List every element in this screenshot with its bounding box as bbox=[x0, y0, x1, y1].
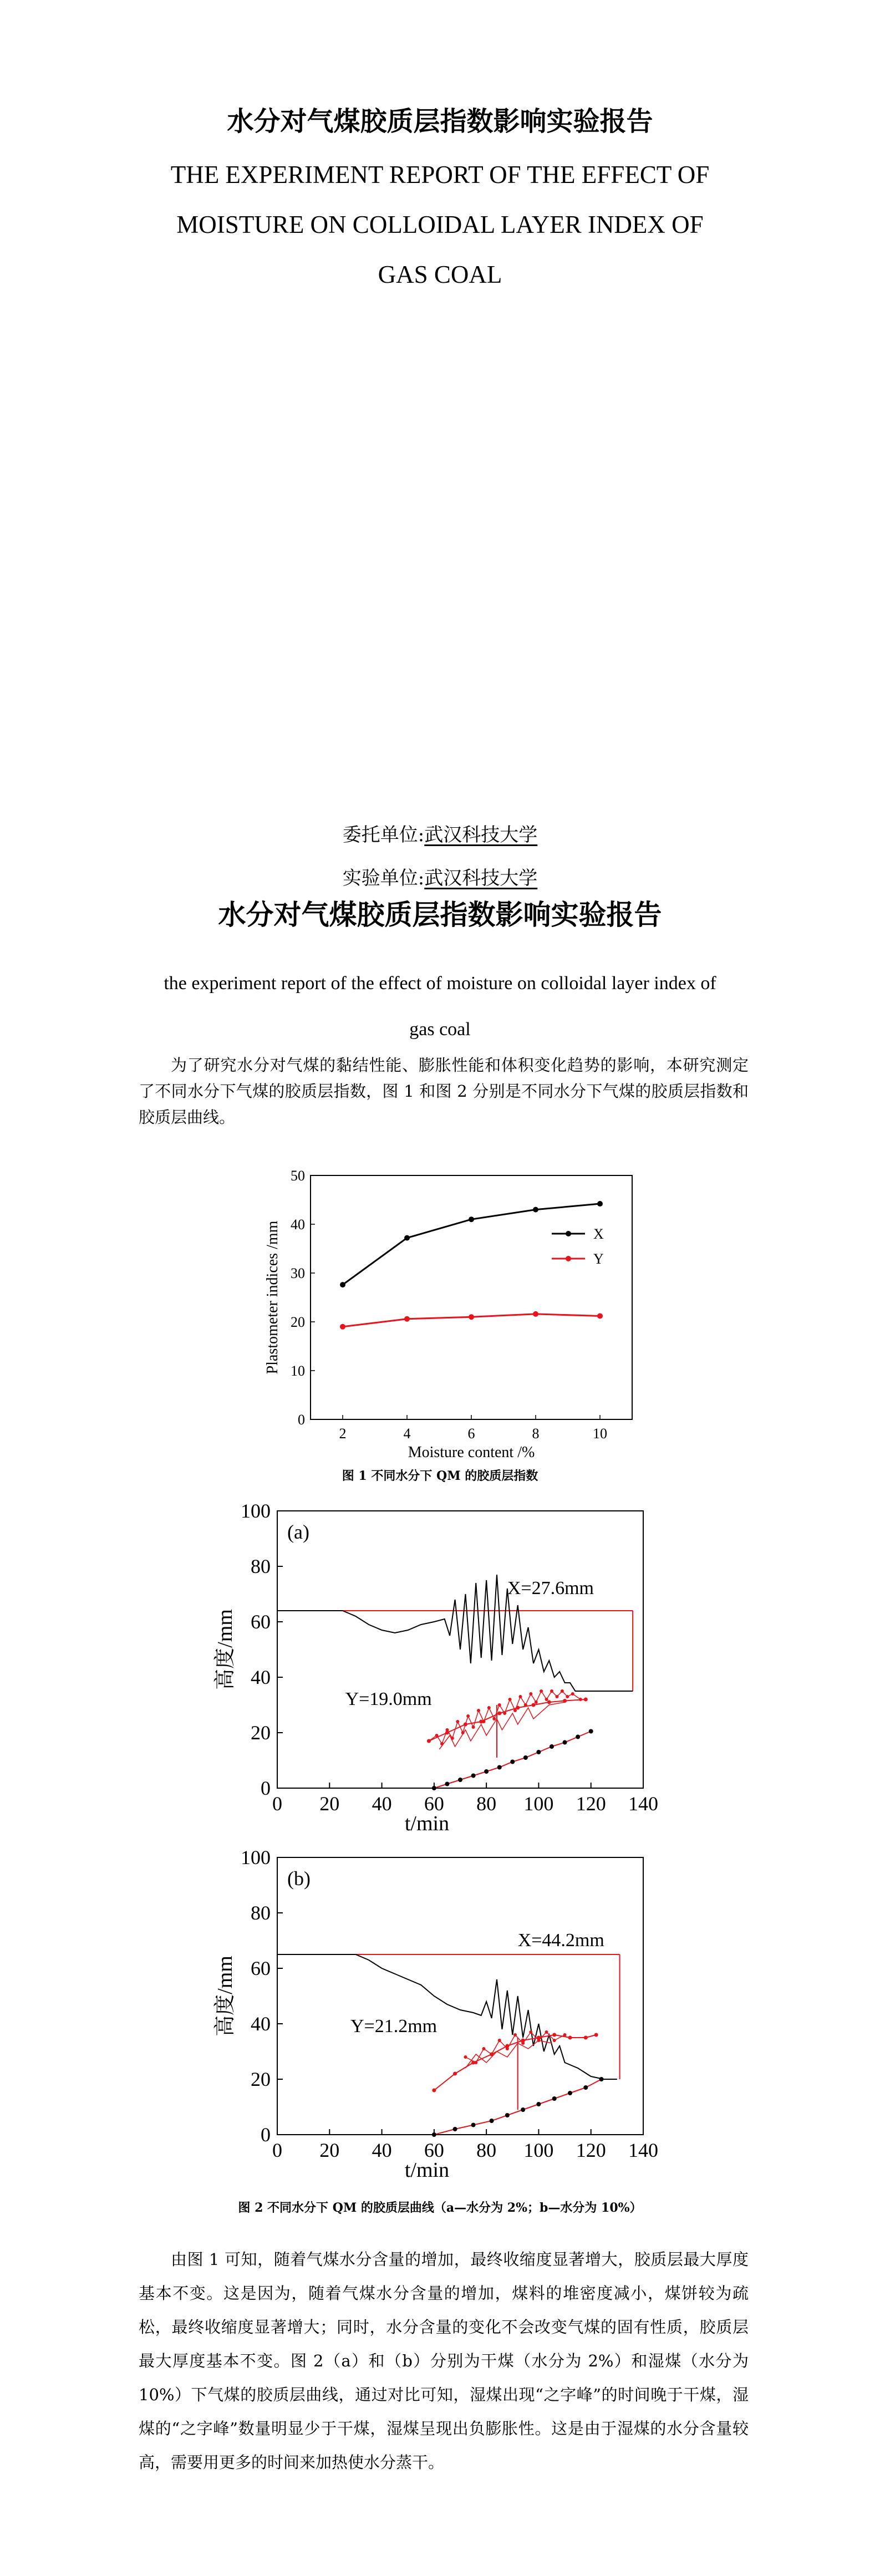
client-unit-label: 委托单位: bbox=[342, 824, 425, 846]
y-axis-label: Plastometer indices /mm bbox=[264, 1220, 281, 1374]
lower-curve-point bbox=[552, 2096, 557, 2101]
zigzag-mid-point bbox=[508, 1698, 512, 1701]
lower-curve-point bbox=[510, 1760, 515, 1764]
zigzag-mid-point bbox=[513, 2033, 517, 2037]
zigzag-mid-curve bbox=[429, 1691, 580, 1744]
y-tick-label: 40 bbox=[291, 1216, 305, 1233]
x-tick-label: 10 bbox=[593, 1426, 607, 1442]
x-tick-label: 6 bbox=[467, 1426, 475, 1442]
lower-curve-point bbox=[523, 1755, 528, 1760]
series-Y-point bbox=[533, 1311, 538, 1317]
report-title: 水分对气煤胶质层指数影响实验报告 bbox=[218, 898, 662, 931]
y-tick-label: 100 bbox=[241, 1500, 271, 1522]
series-X-point bbox=[597, 1201, 603, 1206]
zigzag-mid-point bbox=[482, 1720, 485, 1723]
lower-curve-point bbox=[445, 1782, 449, 1786]
cover-english-title-line-2: MOISTURE ON COLLOIDAL LAYER INDEX OF bbox=[176, 211, 704, 238]
zigzag-mid-point bbox=[535, 1701, 538, 1704]
x-tick-label: 40 bbox=[372, 1793, 392, 1815]
figure-1-chart bbox=[233, 1162, 676, 1461]
lower-curve-point bbox=[576, 1735, 580, 1739]
report-english-title-line-1: the experiment report of the effect of moisture on colloidal layer index of bbox=[164, 973, 716, 994]
upper-band-curve bbox=[434, 2035, 596, 2090]
zigzag-mid-point bbox=[482, 2047, 485, 2050]
client-unit-value: 武汉科技大学 bbox=[424, 824, 538, 846]
x-tick-label: 0 bbox=[272, 1793, 282, 1815]
lower-curve-point bbox=[536, 1750, 541, 1754]
zigzag-mid-point bbox=[545, 2030, 548, 2034]
zigzag-mid-point bbox=[487, 1706, 491, 1709]
lower-curve-point bbox=[471, 2123, 476, 2127]
lower-curve-point bbox=[458, 1778, 462, 1782]
lab-unit-row bbox=[0, 863, 880, 890]
panel-label: (a) bbox=[287, 1521, 309, 1543]
zigzag-mid-point bbox=[545, 1698, 548, 1701]
figure-2b-chart bbox=[205, 1846, 682, 2190]
x-tick-label: 140 bbox=[628, 2139, 658, 2161]
x-axis-label: t/min bbox=[404, 2158, 450, 2182]
x-tick-label: 8 bbox=[532, 1426, 540, 1442]
upper-band-point bbox=[552, 2033, 556, 2037]
x-tick-label: 20 bbox=[319, 1793, 340, 1815]
lower-curve-point bbox=[568, 2091, 572, 2095]
zigzag-mid-point bbox=[521, 2042, 525, 2045]
lower-curve-point bbox=[505, 2113, 510, 2117]
plot-frame bbox=[277, 1857, 643, 2135]
upper-band-point bbox=[584, 1698, 588, 1702]
zigzag-mid-point bbox=[518, 1695, 522, 1698]
upper-band-point bbox=[594, 2033, 598, 2037]
legend-Y-marker bbox=[566, 1256, 571, 1261]
zigzag-mid-point bbox=[477, 1709, 480, 1712]
cover-title: 水分对气煤胶质层指数影响实验报告 bbox=[227, 106, 653, 137]
series-X-point bbox=[404, 1235, 410, 1241]
upper-band-point bbox=[453, 2072, 457, 2076]
lower-curve-point bbox=[536, 2102, 541, 2106]
upper-band-point bbox=[547, 1701, 551, 1704]
zigzag-mid-point bbox=[513, 1709, 517, 1712]
x-tick-label: 100 bbox=[523, 2139, 554, 2161]
y-tick-label: 100 bbox=[241, 1846, 271, 1869]
y-tick-label: 20 bbox=[251, 1722, 271, 1744]
y-tick-label: 80 bbox=[251, 1902, 271, 1924]
lower-curve-point bbox=[599, 2077, 604, 2081]
series-X-point bbox=[469, 1216, 474, 1222]
upper-curve bbox=[277, 1954, 617, 2079]
report-english-title-line-2: gas coal bbox=[409, 1019, 471, 1040]
x-tick-label: 80 bbox=[476, 1793, 497, 1815]
zigzag-mid-point bbox=[456, 1720, 459, 1723]
x-tick-label: 80 bbox=[476, 2139, 497, 2161]
x-tick-label: 0 bbox=[272, 2139, 282, 2161]
legend-X-marker bbox=[566, 1231, 571, 1236]
lower-curve-point bbox=[589, 1729, 593, 1734]
y-tick-label: 40 bbox=[251, 2013, 271, 2035]
y-tick-label: 80 bbox=[251, 1555, 271, 1577]
zigzag-mid-point bbox=[553, 2039, 556, 2042]
zigzag-mid-point bbox=[579, 1698, 582, 1701]
x-tick-label: 60 bbox=[424, 1793, 444, 1815]
zigzag-mid-point bbox=[445, 1728, 449, 1732]
annotation-x: X=44.2mm bbox=[517, 1930, 604, 1951]
lab-unit-label: 实验单位: bbox=[342, 867, 425, 889]
y-axis-label: 高度/mm bbox=[213, 1956, 237, 2037]
upper-band-point bbox=[497, 1712, 501, 1715]
y-tick-label: 60 bbox=[251, 1957, 271, 1979]
lower-curve-point bbox=[583, 2085, 588, 2090]
lower-curve-point bbox=[432, 1786, 436, 1790]
x-tick-label: 120 bbox=[576, 1793, 606, 1815]
figure-2a-chart bbox=[205, 1500, 682, 1844]
zigzag-mid-point bbox=[427, 1739, 430, 1743]
zigzag-mid-point bbox=[529, 1692, 532, 1696]
zigzag-mid-point bbox=[529, 2030, 532, 2034]
zigzag-mid-point bbox=[472, 1725, 475, 1729]
lower-curve-point bbox=[453, 2127, 457, 2131]
series-X-point bbox=[340, 1282, 345, 1287]
zigzag-mid-point bbox=[561, 1689, 564, 1693]
lower-curve-point bbox=[490, 2119, 494, 2123]
lower-curve-point bbox=[521, 2107, 525, 2112]
annotation-y: Y=19.0mm bbox=[345, 1689, 432, 1709]
upper-band-point bbox=[532, 1703, 536, 1707]
cover-english-title-line-3: GAS COAL bbox=[378, 261, 502, 288]
zigzag-mid-point bbox=[540, 1689, 543, 1693]
zigzag-mid-point bbox=[566, 1695, 569, 1698]
y-tick-label: 50 bbox=[291, 1168, 305, 1184]
zigzag-mid-point bbox=[492, 1717, 496, 1720]
series-X-line bbox=[343, 1204, 600, 1285]
zigzag-mid-point bbox=[466, 1714, 470, 1718]
x-tick-label: 20 bbox=[319, 2139, 340, 2161]
lower-curve-point bbox=[563, 1740, 567, 1745]
lab-unit-value: 武汉科技大学 bbox=[424, 867, 538, 889]
y-tick-label: 10 bbox=[291, 1363, 305, 1379]
zigzag-mid-point bbox=[474, 2061, 477, 2064]
intro-paragraph: 为了研究水分对气煤的黏结性能、膨胀性能和体积变化趋势的影响，本研究测定了不同水分下气煤的胶质层指数，图 1 和图 2 分别是不同水分下气煤的胶质层指数和胶质层曲线。 bbox=[139, 1056, 749, 1127]
lower-curve-point bbox=[550, 1744, 554, 1749]
x-tick-label: 2 bbox=[339, 1426, 347, 1442]
x-axis-label: t/min bbox=[404, 1812, 450, 1835]
zigzag-mid-point bbox=[435, 1734, 439, 1737]
annotation-x: X=27.6mm bbox=[507, 1578, 594, 1598]
x-tick-label: 140 bbox=[628, 1793, 658, 1815]
zigzag-mid-point bbox=[498, 1703, 501, 1707]
y-tick-label: 40 bbox=[251, 1666, 271, 1688]
zigzag-mid-point bbox=[563, 2033, 567, 2037]
conclusion-paragraph: 由图 1 可知，随着气煤水分含量的增加，最终收缩度显著增大，胶质层最大厚度基本不变。这是因为，随着气煤水分含量的增加，煤料的堆密度减小，煤饼较为疏松，最终收缩度显著增大；同时，水分含量的变化不会改变气煤的固有性质，胶质层最大厚度基本不变。图 2（a）和（b）分别为干煤（水分为 2%）和湿煤（水分为 10%）下气煤的胶质层曲线，通过对比可知，湿煤出现“之字峰”的时间晚于干煤，湿煤的“之字峰”数量明显少于干煤，湿煤呈现出负膨胀性。这是由于湿煤的水分含量较高，需要用更多的时间来加热使水分蒸干。 bbox=[139, 2250, 749, 2472]
zigzag-mid-point bbox=[498, 2039, 501, 2042]
zigzag-mid-point bbox=[555, 1695, 558, 1698]
upper-band-point bbox=[432, 2089, 436, 2093]
y-tick-label: 0 bbox=[261, 2124, 271, 2146]
zigzag-mid-point bbox=[503, 1712, 506, 1715]
legend-Y-label: Y bbox=[593, 1251, 604, 1267]
y-tick-label: 20 bbox=[291, 1314, 305, 1330]
panel-label: (b) bbox=[287, 1867, 311, 1890]
x-tick-label: 120 bbox=[576, 2139, 606, 2161]
zigzag-mid-point bbox=[464, 2055, 467, 2059]
zigzag-mid-point bbox=[550, 1689, 553, 1693]
lower-curve-point bbox=[432, 2132, 436, 2137]
figure-1-caption: 图 1 不同水分下 QM 的胶质层指数 bbox=[342, 1469, 538, 1483]
upper-band-point bbox=[568, 2036, 572, 2040]
annotation-y: Y=21.2mm bbox=[350, 2016, 438, 2037]
legend-X-label: X bbox=[593, 1226, 604, 1242]
zigzag-mid-point bbox=[506, 2047, 509, 2050]
y-tick-label: 20 bbox=[251, 2068, 271, 2090]
y-tick-label: 30 bbox=[291, 1265, 305, 1281]
series-Y-point bbox=[597, 1313, 603, 1318]
x-axis-label: Moisture content /% bbox=[408, 1444, 535, 1461]
zigzag-mid-point bbox=[571, 1692, 574, 1696]
x-tick-label: 4 bbox=[403, 1426, 411, 1442]
series-Y-point bbox=[469, 1314, 474, 1320]
x-tick-label: 60 bbox=[424, 2139, 444, 2161]
series-Y-point bbox=[340, 1324, 345, 1330]
client-unit-row bbox=[0, 819, 880, 847]
figure-2-caption: 图 2 不同水分下 QM 的胶质层曲线（a—水分为 2%；b—水分为 10%） bbox=[238, 2201, 642, 2215]
lower-curve-point bbox=[497, 1765, 502, 1770]
zigzag-mid-point bbox=[524, 1703, 527, 1707]
cover-english-title-line-1: THE EXPERIMENT REPORT OF THE EFFECT OF bbox=[170, 161, 710, 189]
y-tick-label: 0 bbox=[298, 1412, 305, 1428]
x-tick-label: 100 bbox=[523, 1793, 554, 1815]
lower-curve-point bbox=[471, 1774, 476, 1778]
x-tick-label: 40 bbox=[372, 2139, 392, 2161]
series-Y-point bbox=[404, 1316, 410, 1322]
lower-curve-point bbox=[484, 1769, 489, 1774]
plot-frame bbox=[311, 1175, 632, 1419]
series-X-point bbox=[533, 1207, 538, 1213]
y-axis-label: 高度/mm bbox=[213, 1609, 237, 1690]
y-tick-label: 60 bbox=[251, 1611, 271, 1633]
y-tick-label: 0 bbox=[261, 1777, 271, 1799]
upper-band-point bbox=[584, 2036, 588, 2040]
